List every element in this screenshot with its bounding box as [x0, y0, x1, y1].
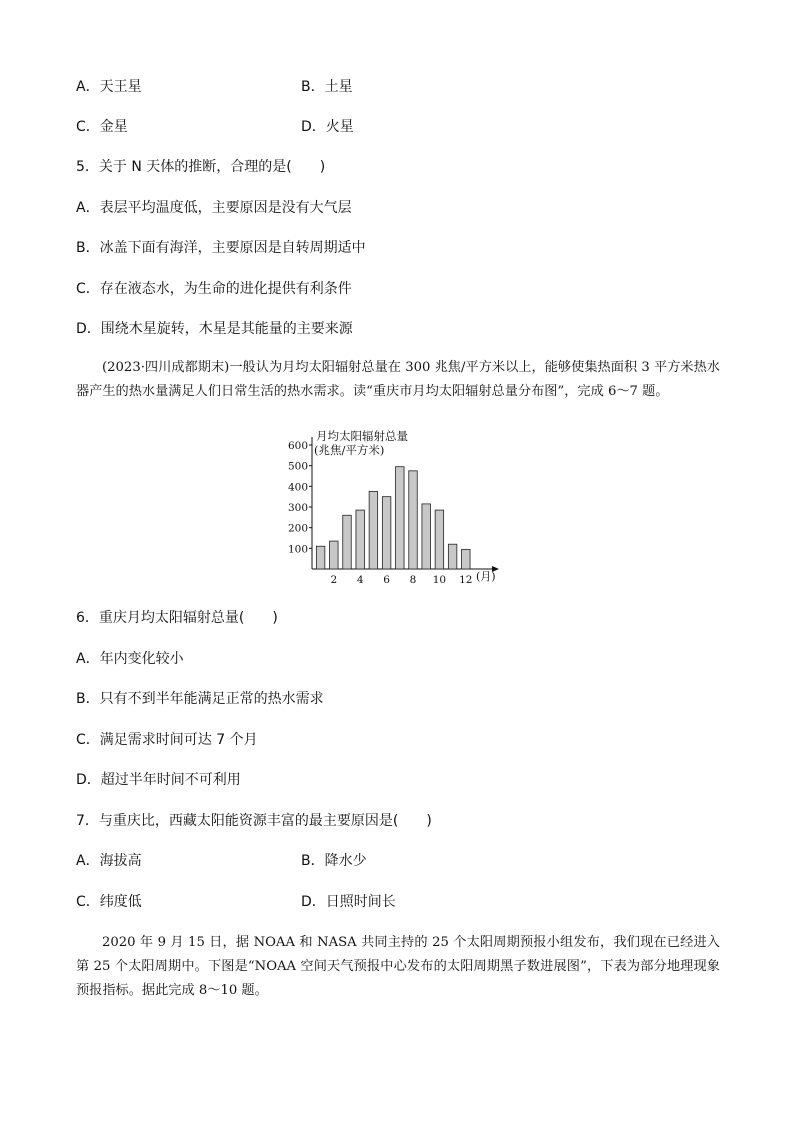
bar-month-5: [369, 492, 378, 570]
chart-ylabel-line2: (兆焦/平方米): [314, 443, 385, 457]
bar-month-10: [435, 510, 444, 569]
x-tick-label-8: 8: [409, 574, 417, 586]
q4-option-d: D．火星: [301, 119, 354, 135]
chart-y-ticks: [288, 440, 312, 555]
x-tick-label-12: 12: [459, 574, 473, 586]
q6-option-b: B．只有不到半年能满足正常的热水需求: [76, 691, 324, 707]
q7-option-b: B．降水少: [301, 853, 367, 869]
q5-option-c: C．存在液态水，为生命的进化提供有利条件: [76, 281, 352, 297]
y-tick-label-600: 600: [287, 440, 308, 452]
y-tick-label-500: 500: [287, 460, 308, 473]
y-tick-label-400: 400: [287, 481, 308, 494]
passage-solar-cycle: 2020 年 9 月 15 日，据 NOAA 和 NASA 共同主持的 25 个太阳周期预报小组发布，我们现在已经进入第 25 个太阳周期中。下图是“NOAA 空间天气预报中心发布的太阳周期黑子数进展图”，下表为部分地理现象预报指标。据此完成 8～10 题。: [76, 935, 720, 998]
q4-option-b: B．土星: [301, 79, 353, 95]
x-tick-label-4: 4: [356, 574, 364, 586]
y-tick-label-200: 200: [287, 522, 308, 535]
q6-stem: 6．重庆月均太阳辐射总量( ): [76, 610, 278, 626]
q6-option-d: D．超过半年时间不可利用: [76, 772, 241, 788]
q5-option-d: D．围绕木星旋转，木星是其能量的主要来源: [76, 321, 353, 337]
q5-option-a: A．表层平均温度低，主要原因是没有大气层: [76, 200, 352, 216]
y-tick-label-100: 100: [287, 543, 308, 556]
q7-option-a: A．海拔高: [76, 853, 142, 869]
bar-month-4: [356, 510, 365, 569]
bar-month-12: [462, 549, 471, 569]
q4-option-c: C．金星: [76, 119, 128, 135]
chongqing-radiation-chart: [280, 425, 510, 590]
q7-stem: 7．与重庆比，西藏太阳能资源丰富的最主要原因是( ): [76, 813, 432, 829]
bar-month-8: [409, 471, 418, 569]
q7-option-d: D．日照时间长: [301, 894, 396, 910]
q5-option-b: B．冰盖下面有海洋，主要原因是自转周期适中: [76, 240, 366, 256]
bar-month-3: [343, 515, 352, 569]
q6-option-a: A．年内变化较小: [76, 651, 184, 667]
bar-month-11: [448, 544, 457, 569]
q4-option-a: A．天王星: [76, 79, 142, 95]
x-tick-label-6: 6: [383, 574, 390, 586]
passage-solar-radiation: (2023·四川成都期末)一般认为月均太阳辐射总量在 300 兆焦/平方米以上，能够使集热面积 3 平方米热水器产生的热水量满足人们日常生活的热水需求。读“重庆市月均太阳辐射总量分布图”，完成 6～7 题。: [76, 360, 720, 399]
q5-stem: 5．关于 N 天体的推断，合理的是( ): [76, 159, 326, 175]
bar-month-9: [422, 504, 431, 569]
chart-x-ticks: [330, 574, 472, 586]
bar-month-1: [316, 546, 325, 569]
bar-month-2: [330, 541, 339, 569]
chart-axes: [312, 437, 499, 572]
bar-month-6: [382, 497, 391, 569]
bar-month-7: [396, 467, 405, 569]
x-tick-label-10: 10: [432, 574, 447, 586]
q6-option-c: C．满足需求时间可达 7 个月: [76, 732, 258, 748]
q7-option-c: C．纬度低: [76, 894, 142, 910]
chart-ylabel-line1: 月均太阳辐射总量: [316, 429, 408, 443]
x-tick-label-2: 2: [330, 574, 338, 586]
chart-bars: [316, 467, 470, 569]
y-tick-label-300: 300: [287, 502, 308, 514]
chart-x-unit: (月): [476, 570, 496, 583]
